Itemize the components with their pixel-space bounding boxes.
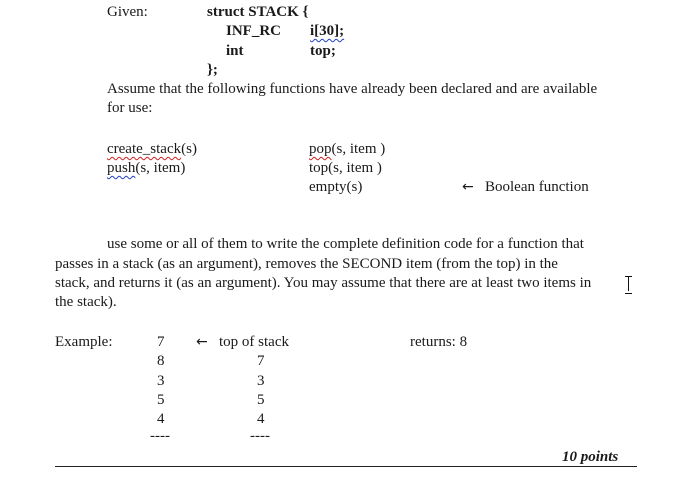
struct-close: }; — [207, 62, 218, 78]
stack-before-item: 5 — [157, 392, 165, 408]
function-top: top(s, item ) — [309, 160, 382, 176]
stack-before-item: 3 — [157, 373, 165, 389]
struct-field1-name: i[30]; — [310, 23, 345, 39]
stack-before-item: 8 — [157, 353, 165, 369]
stack-before-item: 4 — [157, 411, 165, 427]
task-line-3: stack, and returns it (as an argument). You may assume that there are at least two items in — [55, 275, 592, 291]
create-stack-name: create_stack — [107, 141, 182, 157]
left-arrow-icon: ← — [196, 334, 208, 350]
intro-line-1: Assume that the following functions have already been declared and are available — [107, 81, 598, 97]
struct-field2-type: int — [226, 43, 244, 59]
stack-after-item: 3 — [257, 373, 265, 389]
text-cursor-icon — [624, 276, 634, 292]
boolean-note: Boolean function — [485, 179, 589, 195]
stack-after-item: 4 — [257, 411, 265, 427]
task-line-1: use some or all of them to write the complete definition code for a function that — [107, 236, 584, 252]
top-of-stack-note: top of stack — [219, 334, 289, 350]
pop-args: (s, item ) — [331, 141, 386, 157]
stack-after-bottom: ---- — [250, 428, 270, 444]
points-label: 10 points — [562, 449, 619, 465]
struct-header: struct STACK { — [207, 4, 309, 20]
intro-line-2: for use: — [107, 100, 153, 116]
stack-before-bottom: ---- — [150, 428, 170, 444]
pop-name: pop — [309, 141, 332, 157]
function-push — [107, 159, 185, 177]
stack-before-item: 7 — [157, 334, 165, 350]
returns-note: returns: 8 — [410, 334, 468, 350]
push-args: (s, item) — [135, 160, 186, 176]
left-arrow-icon: ← — [462, 179, 474, 195]
bottom-rule — [55, 466, 637, 467]
function-create-stack — [107, 140, 197, 158]
struct-field1-type: INF_RC — [226, 23, 281, 39]
stack-after-item: 7 — [257, 353, 265, 369]
task-line-2: passes in a stack (as an argument), removes the SECOND item (from the top) in the — [55, 256, 558, 272]
task-line-4: the stack). — [55, 294, 117, 310]
struct-field2-name: top; — [310, 43, 336, 59]
function-pop — [309, 140, 385, 158]
given-label: Given: — [107, 4, 148, 20]
push-name: push — [107, 160, 136, 176]
function-empty: empty(s) — [309, 179, 363, 195]
example-label: Example: — [55, 334, 113, 350]
stack-after-item: 5 — [257, 392, 265, 408]
create-stack-args: (s) — [181, 141, 197, 157]
